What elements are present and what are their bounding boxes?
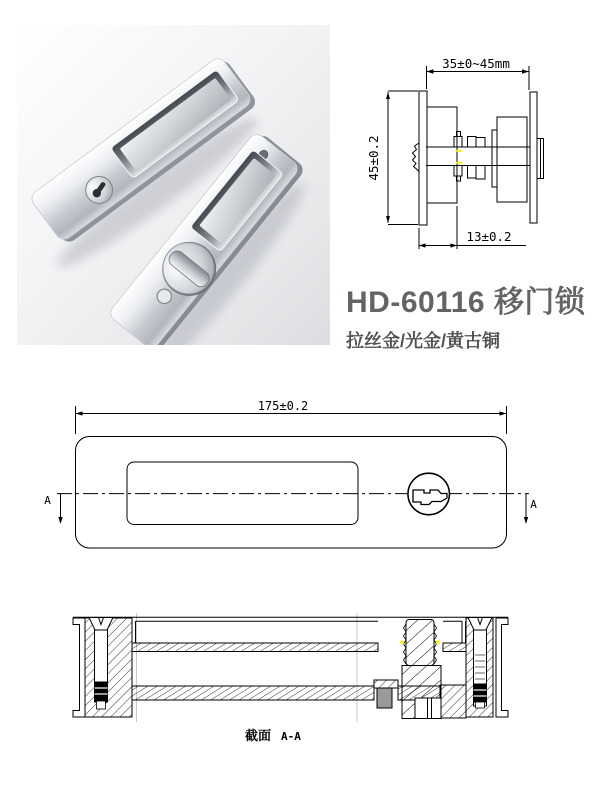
left-screw-boss: [85, 618, 132, 717]
screw-nut: [474, 684, 487, 702]
section-marker-right: A: [530, 498, 537, 511]
title-block: [346, 277, 596, 353]
left-plate: [419, 91, 427, 225]
recess-front-wall: [132, 643, 378, 652]
lock-cylinder: [401, 620, 442, 719]
arrowhead: [76, 411, 83, 415]
dim-side-height: 45±0.2: [366, 135, 381, 181]
arrowhead: [524, 517, 528, 524]
latch-strip: [374, 680, 398, 688]
recess-front-wall: [443, 643, 466, 652]
cylinder-plug: [406, 620, 434, 666]
front-view-svg: [30, 393, 540, 565]
arrowhead: [427, 69, 434, 73]
left-body: [427, 107, 457, 203]
highlight-mark: [401, 641, 405, 645]
right-flange: [492, 130, 497, 187]
product-finish-options: 拉丝金/光金/黄古铜: [346, 331, 501, 351]
arrowhead: [451, 243, 458, 247]
screw-nut: [95, 682, 108, 701]
side-view-drawing: [330, 55, 600, 270]
cam-serration: [413, 143, 420, 172]
section-caption-ref: A-A: [281, 730, 301, 743]
product-photo: [17, 25, 330, 345]
highlight-mark: [436, 641, 440, 645]
section-svg: [60, 598, 520, 748]
right-end-cap: [496, 618, 508, 717]
recess-back-wall: [132, 686, 374, 700]
front-view-drawing: [30, 393, 540, 565]
left-end-cap: [73, 618, 85, 717]
dim-side-depth: 13±0.2: [466, 229, 512, 244]
right-plate: [530, 92, 537, 223]
arrowhead: [386, 92, 390, 99]
arrowhead: [386, 216, 390, 223]
product-model-title: HD-60116 移门锁: [346, 286, 586, 319]
arrowhead: [58, 517, 62, 524]
section-drawing: [60, 598, 520, 748]
section-marker-left: A: [44, 494, 51, 507]
side-view-svg: [330, 55, 600, 270]
product-photo-render: [17, 25, 330, 345]
latch-grey-part: [377, 688, 392, 708]
dim-side-width: 35±0~45mm: [442, 56, 510, 71]
dim-front-length: 175±0.2: [257, 399, 309, 413]
arrowhead: [419, 243, 426, 247]
section-caption-cn: 截面: [245, 728, 272, 743]
arrowhead: [522, 69, 529, 73]
arrowhead: [500, 411, 507, 415]
right-lower-block: [440, 685, 466, 718]
right-body: [497, 117, 527, 202]
